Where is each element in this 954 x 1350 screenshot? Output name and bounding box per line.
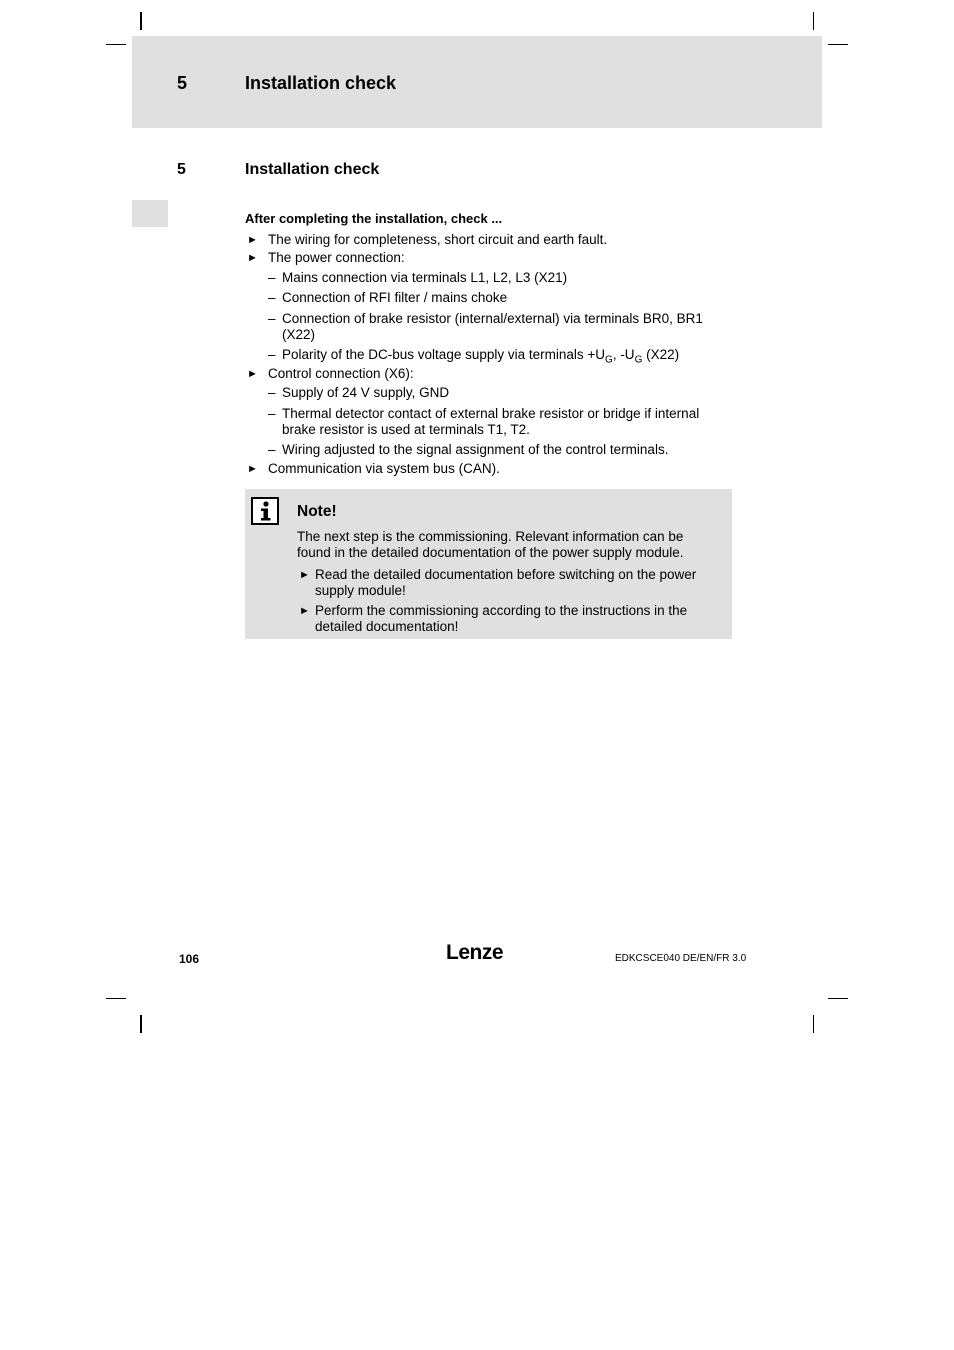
crop-mark — [828, 998, 848, 999]
bullet-icon: ► — [247, 368, 258, 380]
note-bullet-continued: supply module! — [315, 583, 406, 598]
polarity-text: , -U — [612, 347, 635, 362]
section-title: Installation check — [245, 161, 380, 178]
crop-mark — [813, 1015, 814, 1033]
subscript: G — [605, 354, 613, 366]
info-icon — [251, 497, 279, 525]
bullet-icon: ► — [247, 463, 258, 475]
chapter-number: 5 — [177, 73, 188, 93]
crop-mark — [140, 1015, 142, 1033]
crop-mark — [140, 12, 142, 30]
sub-list-item: Thermal detector contact of external brake resistor or bridge if internal — [282, 406, 700, 421]
dash-icon: – — [268, 270, 276, 285]
note-text: found in the detailed documentation of the power supply module. — [297, 545, 684, 560]
section-number: 5 — [177, 161, 186, 178]
crop-mark — [813, 12, 814, 30]
crop-mark — [106, 44, 126, 45]
polarity-text: Polarity of the DC-bus voltage supply via terminals +U — [282, 347, 606, 362]
bullet-icon: ► — [299, 569, 310, 581]
page-number: 106 — [179, 952, 200, 966]
sub-list-item: Mains connection via terminals L1, L2, L3 (X21) — [282, 270, 568, 285]
crop-mark — [828, 44, 848, 45]
side-tab-marker — [132, 200, 168, 227]
note-bullet-continued: detailed documentation! — [315, 619, 459, 634]
bullet-icon: ► — [247, 252, 258, 264]
list-item: The wiring for completeness, short circuit and earth fault. — [268, 232, 608, 247]
chapter-title: Installation check — [245, 73, 397, 93]
sub-list-item-continued: (X22) — [282, 327, 316, 342]
intro-heading: After completing the installation, check ... — [245, 211, 503, 226]
dash-icon: – — [268, 347, 276, 362]
dash-icon: – — [268, 385, 276, 400]
dash-icon: – — [268, 311, 276, 326]
list-item: Control connection (X6): — [268, 366, 414, 381]
chapter-header-band — [132, 36, 822, 128]
note-title: Note! — [297, 503, 337, 520]
sub-list-item: Connection of brake resistor (internal/external) via terminals BR0, BR1 — [282, 311, 703, 326]
list-item: Communication via system bus (CAN). — [268, 461, 500, 476]
note-bullet: Read the detailed documentation before switching on the power — [315, 567, 697, 582]
bullet-icon: ► — [299, 605, 310, 617]
sub-list-item: Wiring adjusted to the signal assignment of the control terminals. — [282, 442, 669, 457]
document-id: EDKCSCE040 DE/EN/FR 3.0 — [615, 953, 747, 964]
subscript: G — [634, 354, 643, 366]
dash-icon: – — [268, 442, 276, 457]
brand-logo: Lenze — [446, 941, 504, 964]
note-text: The next step is the commissioning. Relevant information can be — [297, 529, 684, 544]
crop-mark — [106, 998, 126, 999]
sub-list-item: Connection of RFI filter / mains choke — [282, 290, 508, 305]
sub-list-item: Supply of 24 V supply, GND — [282, 385, 450, 400]
dash-icon: – — [268, 406, 276, 421]
polarity-text: (X22) — [642, 347, 680, 362]
dash-icon: – — [268, 290, 276, 305]
bullet-icon: ► — [247, 234, 258, 246]
note-bullet: Perform the commissioning according to the instructions in the — [315, 603, 688, 618]
list-item: The power connection: — [268, 250, 405, 265]
sub-list-item-continued: brake resistor is used at terminals T1, T2. — [282, 422, 530, 437]
